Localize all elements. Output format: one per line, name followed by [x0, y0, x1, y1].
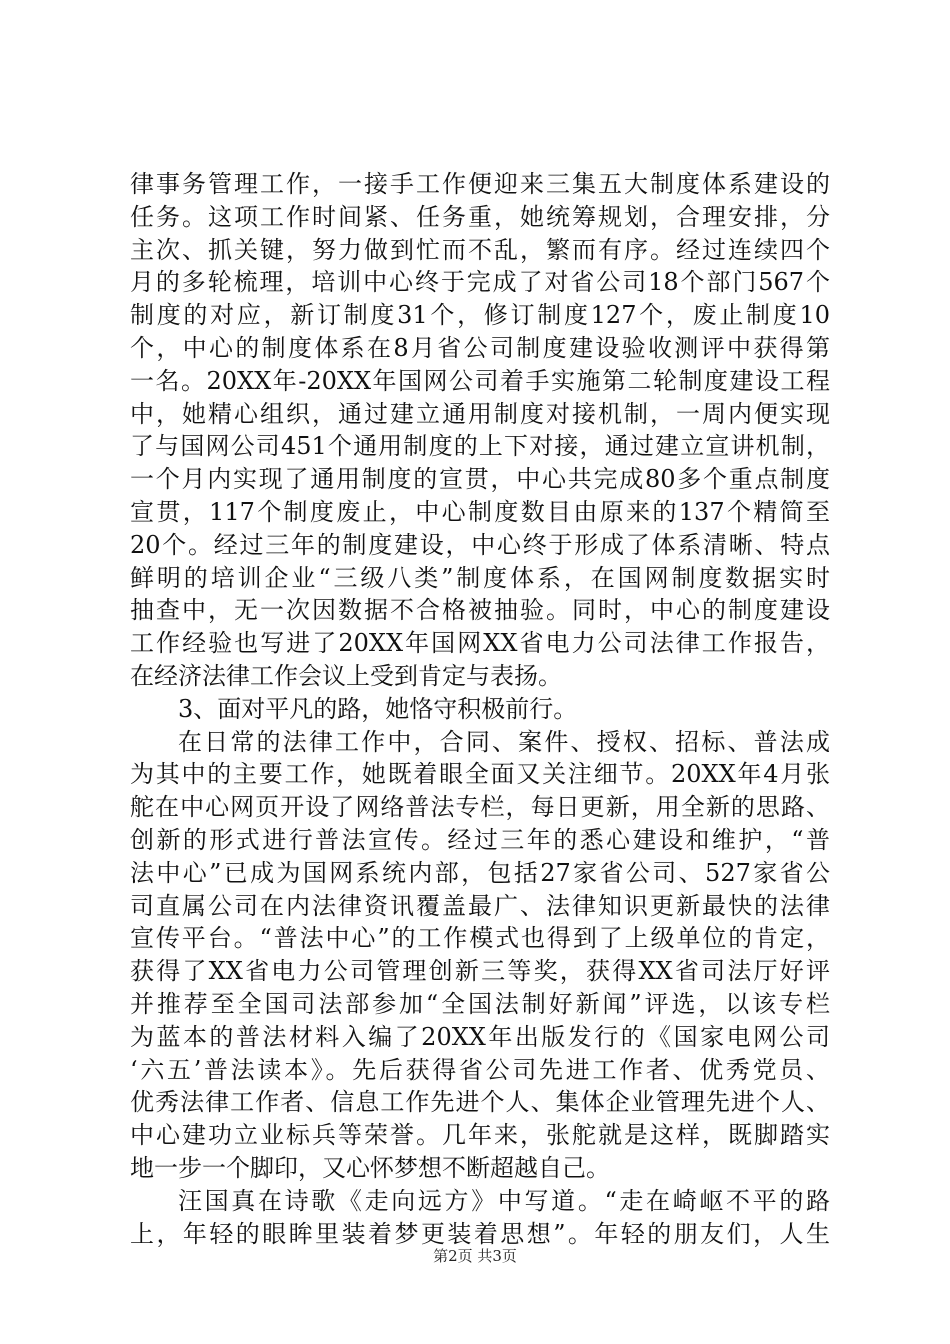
text-line: 月的多轮梳理，培训中心终于完成了对省公司18个部门567个	[130, 268, 830, 297]
text-line: 舵在中心网页开设了网络普法专栏，每日更新，用全新的思路、	[130, 793, 830, 822]
text-line: 一名。20XX年-20XX年国网公司着手实施第二轮制度建设工程	[130, 366, 830, 395]
text-line: 司直属公司在内法律资讯覆盖最广、法律知识更新最快的法律	[130, 891, 830, 920]
text-line: 任务。这项工作时间紧、任务重，她统筹规划，合理安排，分	[130, 202, 830, 231]
text-line: 3、面对平凡的路，她恪守积极前行。	[178, 694, 578, 723]
text-line: 在日常的法律工作中，合同、案件、授权、招标、普法成	[178, 727, 830, 756]
text-line: 主次、抓关键，努力做到忙而不乱，繁而有序。经过连续四个	[130, 235, 830, 264]
text-line: 20个。经过三年的制度建设，中心终于形成了体系清晰、特点	[130, 530, 830, 559]
text-line: 并推荐至全国司法部参加“全国法制好新闻”评选，以该专栏	[130, 989, 830, 1018]
text-line: 抽查中，无一次因数据不合格被抽验。同时，中心的制度建设	[130, 596, 830, 625]
text-line: 获得了XX省电力公司管理创新三等奖，获得XX省司法厅好评	[130, 957, 830, 986]
text-line: 创新的形式进行普法宣传。经过三年的悉心建设和维护，“普	[130, 825, 830, 854]
text-line: 一个月内实现了通用制度的宣贯，中心共完成80多个重点制度	[130, 465, 830, 494]
text-line: 中，她精心组织，通过建立通用制度对接机制，一周内便实现	[130, 399, 830, 428]
text-line: 鲜明的培训企业“三级八类”制度体系，在国网制度数据实时	[130, 563, 830, 592]
text-line: 汪国真在诗歌《走向远方》中写道。“走在崎岖不平的路	[178, 1186, 830, 1215]
text-line: 个，中心的制度体系在8月省公司制度建设验收测评中获得第	[130, 333, 830, 362]
page-footer: 第2页 共3页	[433, 1247, 517, 1265]
text-line: 了与国网公司451个通用制度的上下对接，通过建立宣讲机制，	[130, 432, 830, 461]
text-line: 宣贯，117个制度废止，中心制度数目由原来的137个精简至	[130, 497, 830, 526]
text-line: 在经济法律工作会议上受到肯定与表扬。	[130, 661, 562, 690]
text-line: 地一步一个脚印，又心怀梦想不断超越自己。	[130, 1153, 610, 1182]
text-line: 法中心”已成为国网系统内部，包括27家省公司、527家省公	[130, 858, 830, 887]
text-line: 中心建功立业标兵等荣誉。几年来，张舵就是这样，既脚踏实	[130, 1121, 830, 1150]
body-text	[130, 168, 830, 1250]
text-line: 律事务管理工作，一接手工作便迎来三集五大制度体系建设的	[130, 170, 830, 198]
text-line: 工作经验也写进了20XX年国网XX省电力公司法律工作报告，	[130, 629, 830, 658]
text-line: 上，年轻的眼眸里装着梦更装着思想”。年轻的朋友们，人生	[130, 1219, 830, 1248]
text-line: 为其中的主要工作，她既着眼全面又关注细节。20XX年4月张	[130, 760, 830, 789]
text-line: 优秀法律工作者、信息工作先进个人、集体企业管理先进个人、	[130, 1088, 830, 1117]
text-line: 宣传平台。“普法中心”的工作模式也得到了上级单位的肯定，	[130, 924, 830, 953]
text-line: 为蓝本的普法材料入编了20XX年出版发行的《国家电网公司	[130, 1022, 830, 1051]
text-line: 制度的对应，新订制度31个，修订制度127个，废止制度10	[130, 301, 830, 330]
text-line: ‘六五’普法读本》。先后获得省公司先进工作者、优秀党员、	[130, 1055, 830, 1084]
